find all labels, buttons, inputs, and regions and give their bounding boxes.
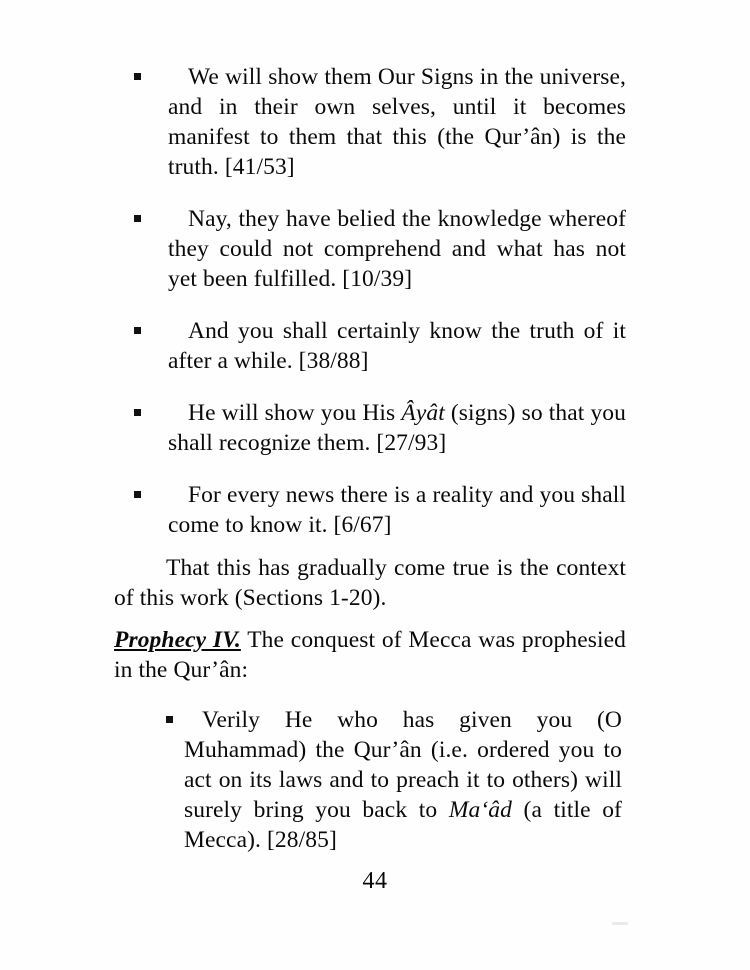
quotation-text: Nay, they have belied the knowledge whereof they could not comprehend and what has not yet been fulfilled. [10/39] xyxy=(168,206,626,292)
square-bullet-icon xyxy=(134,409,141,416)
quotation-text: He will show you His xyxy=(188,400,402,426)
square-bullet-icon xyxy=(134,73,141,80)
transliterated-term: Âyât xyxy=(401,400,445,426)
quotation-text: And you shall certainly know the truth of it after a while. [38/88] xyxy=(168,318,626,374)
page-number: 44 xyxy=(362,868,388,894)
square-bullet-icon xyxy=(134,215,141,222)
square-bullet-icon xyxy=(166,716,173,723)
list-item xyxy=(114,316,626,376)
paragraph-text: The conquest of Mecca was prophesied in the Qur’ân: xyxy=(114,627,626,683)
underlined-h-letter: h xyxy=(216,737,229,763)
quotation-list-primary xyxy=(114,62,626,540)
list-item xyxy=(114,204,626,294)
quotation-list-secondary xyxy=(148,705,622,855)
quotation-text-cont: ammad) the Qur’ân (i.e. ordered you to act on its laws and to preach it to others) will surely bring you back to xyxy=(184,737,622,823)
list-item xyxy=(114,398,626,458)
list-item xyxy=(114,480,626,540)
quotation-text: For every news there is a reality and you shall come to know it. [6/67] xyxy=(168,482,626,538)
list-item xyxy=(114,62,626,182)
list-item xyxy=(148,705,622,855)
square-bullet-icon xyxy=(134,491,141,498)
prophecy-heading-label: Prophecy IV. xyxy=(114,627,241,653)
paragraph-context xyxy=(114,553,626,613)
quotation-text: Verily He who has given you (O Mu xyxy=(184,707,622,763)
scan-artifact xyxy=(612,922,628,925)
quotation-text-end: (a title of Mecca). [28/85] xyxy=(184,797,622,853)
square-bullet-icon xyxy=(134,327,141,334)
transliterated-term: Maʻâd xyxy=(448,797,512,823)
paragraph-text: That this has gradually come true is the context of this work (Sections 1-20). xyxy=(114,555,626,611)
paragraph-prophecy-four xyxy=(114,625,626,685)
quotation-text-cont: (signs) so that you shall recognize them. [27/93] xyxy=(168,400,627,456)
quotation-text: We will show them Our Signs in the universe, and in their own selves, until it becomes manifest to them that this (the Qur’ân) is the truth. [41/53] xyxy=(168,64,626,180)
